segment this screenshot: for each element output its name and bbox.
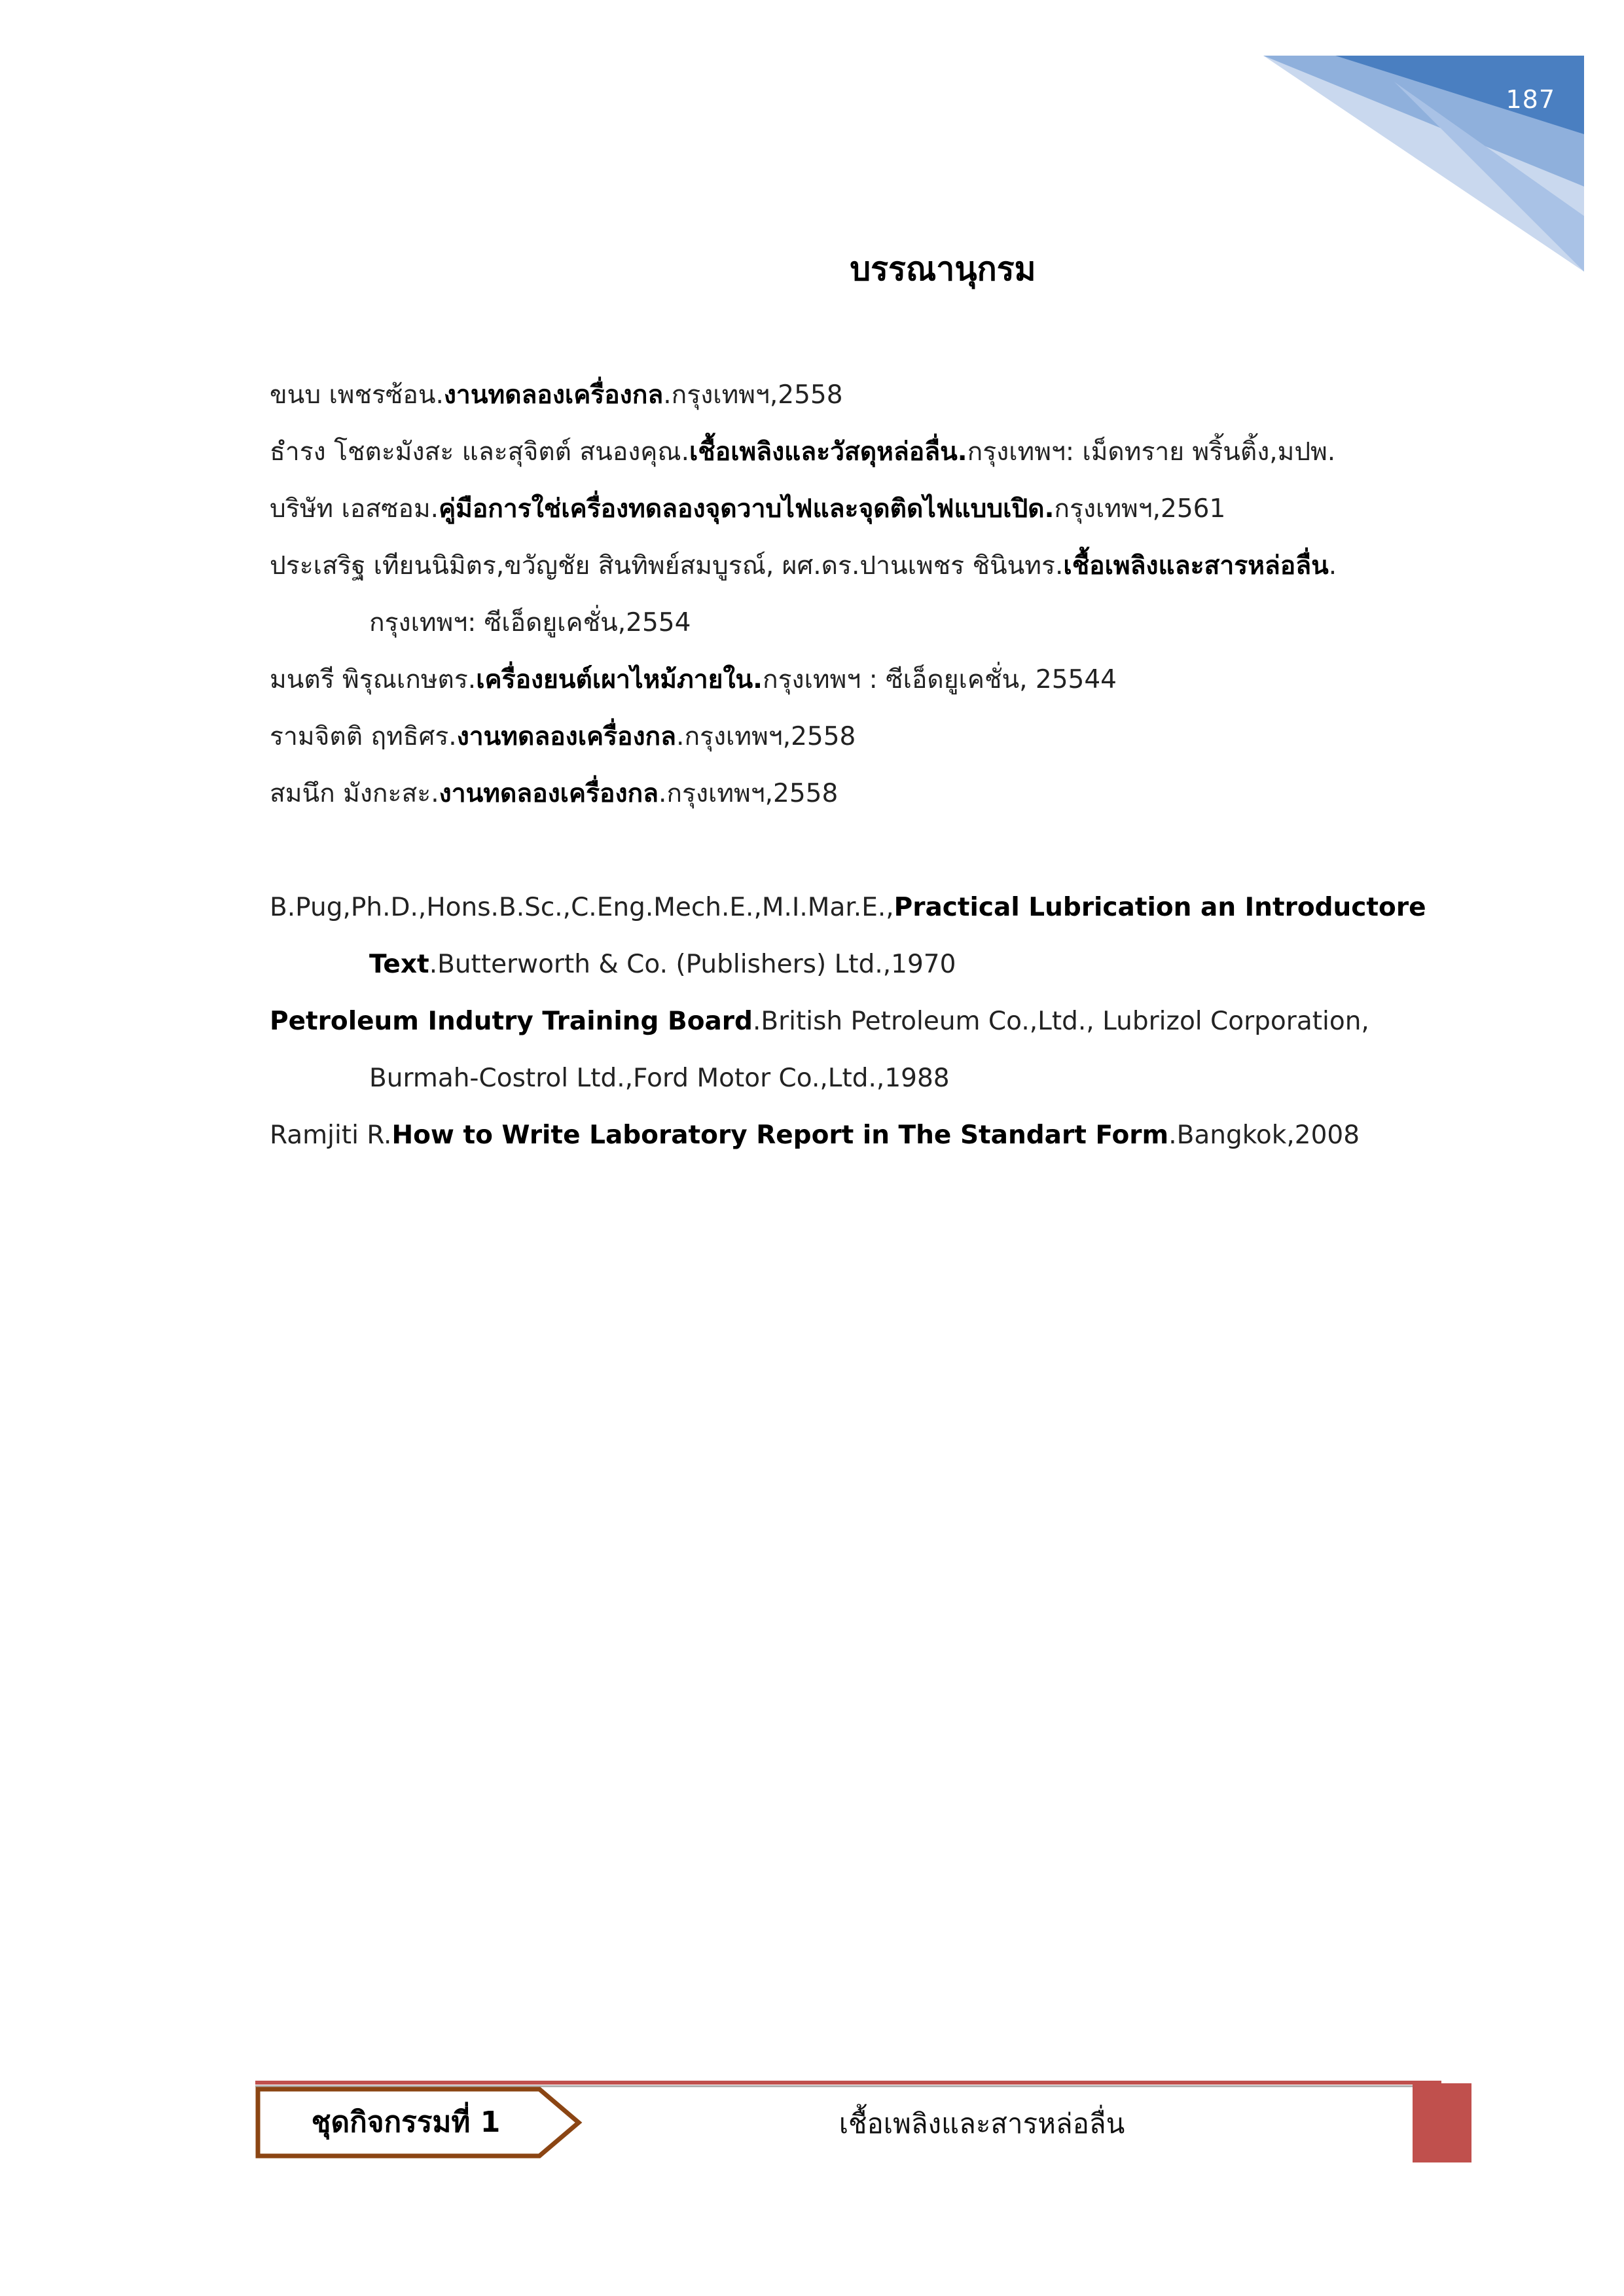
- reference-th-2: ธำรง โชตะมังสะ และสุจิตต์ สนองคุณ.เชื้อเพลิงและวัสดุหล่อลื่น.กรุงเทพฯ: เม็ดทราย พริ้นติ้ง,มปพ.: [270, 437, 1336, 467]
- footer-red-block: [1413, 2083, 1471, 2162]
- reference-th-7: สมนึก มังกะสะ.งานทดลองเครื่องกล.กรุงเทพฯ,2558: [270, 779, 839, 808]
- reference-en-3: Ramjiti R.How to Write Laboratory Report in The Standart Form.Bangkok,2008: [270, 1121, 1360, 1150]
- page-number: 187: [1506, 85, 1555, 114]
- reference-th-3: บริษัท เอสซอม.คู่มือการใช่เครื่องทดลองจุดวาบไฟและจุดติดไฟแบบเปิด.กรุงเทพฯ,2561: [270, 494, 1226, 524]
- reference-th-5: มนตรี พิรุณเกษตร.เครื่องยนต์เผาไหม้ภายใน.กรุงเทพฯ : ซีเอ็ดยูเคชั่น, 25544: [270, 665, 1117, 694]
- activity-label: ชุดกิจกรรมที่ 1: [311, 2106, 501, 2139]
- reference-en-1: B.Pug,Ph.D.,Hons.B.Sc.,C.Eng.Mech.E.,M.I.Mar.E.,Practical Lubrication an Introductore Text.Butterworth & Co. (Publishers) Ltd.,1970: [270, 879, 1461, 993]
- reference-th-6: รามจิตติ ฤทธิศร.งานทดลองเครื่องกล.กรุงเทพฯ,2558: [270, 722, 856, 751]
- reference-en-2: Petroleum Indutry Training Board.British Petroleum Co.,Ltd., Lubrizol Corporation, Burmah-Costrol Ltd.,Ford Motor Co.,Ltd.,1988: [270, 993, 1461, 1107]
- page-title: บรรณานุกรม: [850, 250, 1036, 288]
- bibliography-list: [270, 367, 1461, 1164]
- reference-continuation: Text.Butterworth & Co. (Publishers) Ltd.,1970: [369, 950, 956, 979]
- footer-subject: เชื้อเพลิงและสารหล่อลื่น: [839, 2108, 1125, 2140]
- reference-continuation: Burmah-Costrol Ltd.,Ford Motor Co.,Ltd.,1988: [369, 1064, 950, 1093]
- reference-th-1: ขนบ เพชรซ้อน.งานทดลองเครื่องกล.กรุงเทพฯ,2558: [270, 380, 843, 410]
- reference-th-4: ประเสริฐ เทียนนิมิตร,ขวัญชัย สินทิพย์สมบูรณ์, ผศ.ดร.ปานเพชร ชินินทร.เชื้อเพลิงและสารหล่อลื่น. กรุงเทพฯ: ซีเอ็ดยูเคชั่น,2554: [270, 537, 1461, 651]
- reference-continuation: กรุงเทพฯ: ซีเอ็ดยูเคชั่น,2554: [369, 608, 691, 637]
